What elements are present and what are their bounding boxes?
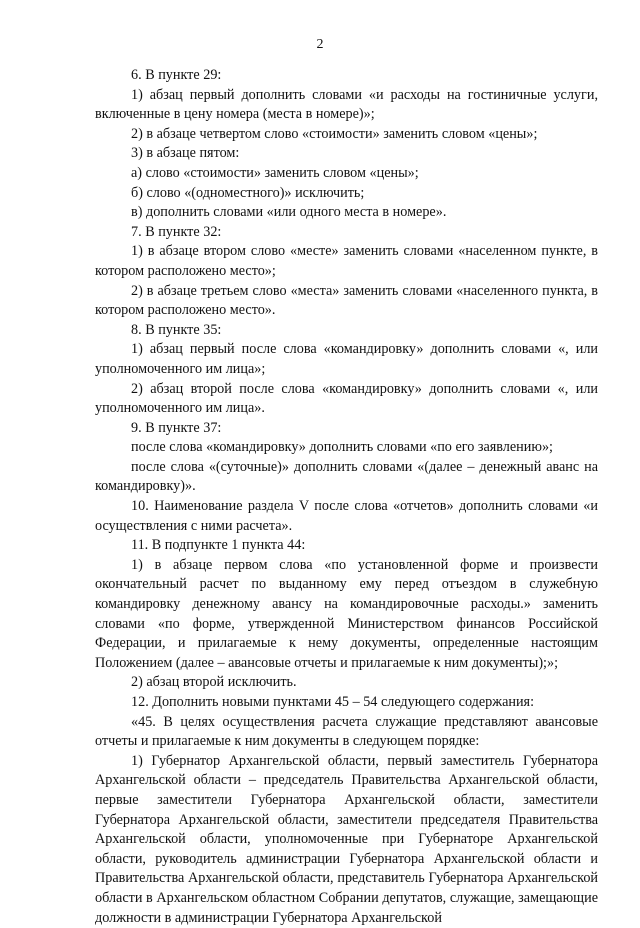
paragraph: 11. В подпункте 1 пункта 44: (131, 537, 306, 554)
paragraph: а) слово «стоимости» заменить словом «цены»; (131, 164, 419, 181)
paragraph: 2) в абзаце третьем слово «места» заменить словами «населенного пункта, в котором расположено место». (95, 282, 598, 319)
paragraph: 1) абзац первый дополнить словами «и расходы на гостиничные услуги, включенные в цену номера (места в номере)»; (95, 86, 598, 123)
paragraph: «45. В целях осуществления расчета служащие представляют авансовые отчеты и прилагаемые к ним документы в следующем порядке: (95, 713, 598, 750)
paragraph: после слова «командировку» дополнить словами «по его заявлению»; (131, 439, 553, 456)
paragraph: 2) абзац второй исключить. (131, 674, 297, 691)
document-body (95, 66, 598, 928)
paragraph: 2) абзац второй после слова «командировку» дополнить словами «, или уполномоченного им лица». (95, 380, 598, 417)
paragraph: 1) Губернатор Архангельской области, первый заместитель Губернатора Архангельской области – председатель Правительства Архангельской области, первые заместители Губернатора Архангельской области, заместители Губернатора Архангельской области, заместители председателя Правительства Архангельской области, уполномоченные при Губернаторе Архангельской области, руководитель администрации Губернатора Архангельской области и Правительства Архангельской области, представитель Губернатора Архангельской области в Архангельском областном Собрании депутатов, служащие, замещающие должности в администрации Губернатора Архангельской (95, 752, 598, 926)
paragraph: после слова «(суточные)» дополнить словами «(далее – денежный аванс на командировку)». (95, 458, 598, 495)
paragraph: 1) в абзаце втором слово «месте» заменить словами «населенном пункте, в котором расположено место»; (95, 243, 598, 279)
paragraph: 1) в абзаце первом слова «по установленной форме и произвести окончательный расчет по выданному ему перед отъездом в служебную командировку денежному авансу на командировочные расходы.» заменить словами «по форме, утвержденной Министерством финансов Российской Федерации, и прилагаемые к нему документы, определенные настоящим Положением (далее – авансовые отчеты и прилагаемые к ним документы);»; (95, 556, 598, 671)
paragraph: 12. Дополнить новыми пунктами 45 – 54 следующего содержания: (131, 694, 535, 710)
paragraph: в) дополнить словами «или одного места в номере». (131, 204, 447, 221)
paragraph: б) слово «(одноместного)» исключить; (131, 184, 365, 201)
paragraph: 8. В пункте 35: (131, 321, 222, 338)
page-number: 2 (316, 37, 324, 52)
paragraph: 1) абзац первый после слова «командировку» дополнить словами «, или уполномоченного им лица»; (95, 341, 598, 377)
paragraph: 6. В пункте 29: (131, 67, 222, 83)
paragraph: 2) в абзаце четвертом слово «стоимости» заменить словом «цены»; (131, 125, 538, 142)
paragraph: 3) в абзаце пятом: (131, 145, 240, 162)
paragraph: 9. В пункте 37: (131, 419, 222, 436)
paragraph: 10. Наименование раздела V после слова «отчетов» дополнить словами «и осуществления с ними расчета». (95, 498, 598, 534)
paragraph: 7. В пункте 32: (131, 223, 222, 240)
